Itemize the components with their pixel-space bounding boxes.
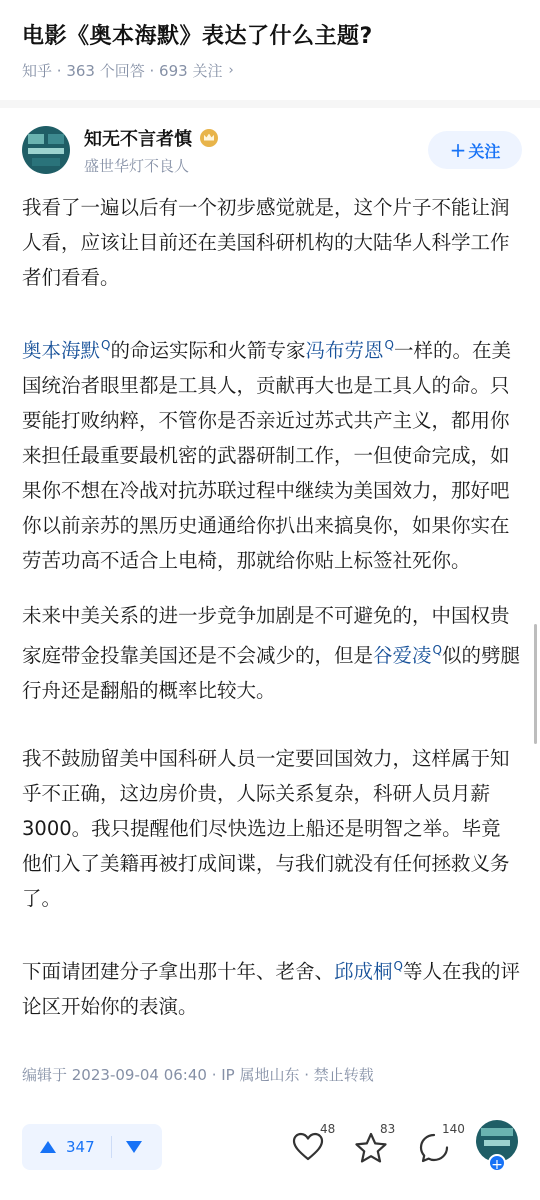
follower-count: 693 关注 xyxy=(159,62,223,80)
upvote-count: 347 xyxy=(66,1138,95,1156)
scrollbar[interactable] xyxy=(534,624,537,744)
upvote-button[interactable] xyxy=(22,1124,95,1170)
link-gu-ailing[interactable]: 谷爱凌 xyxy=(373,644,432,667)
downvote-button[interactable] xyxy=(112,1124,156,1170)
source-label: 知乎 xyxy=(22,62,53,80)
follow-button[interactable] xyxy=(428,131,522,169)
answer-count: 363 个回答 xyxy=(66,62,145,80)
chevron-right-icon: › xyxy=(228,63,234,78)
author-row xyxy=(22,122,522,178)
comment-bubble-icon xyxy=(418,1132,450,1164)
favorite-count: 83 xyxy=(380,1122,396,1136)
search-link-icon: Q xyxy=(393,959,403,973)
author-subtitle: 盛世华灯不良人 xyxy=(84,156,190,175)
paragraph-1: 我看了一遍以后有一个初步感觉就是，这个片子不能让润人看，应该让目前还在美国科研机构的大陆华人科学工作者们看看。 xyxy=(22,196,510,289)
comment-button[interactable] xyxy=(418,1122,468,1172)
section-divider xyxy=(0,100,540,108)
question-meta[interactable]: 知乎 · 363 个回答 · 693 关注 › xyxy=(22,61,234,80)
author-avatar[interactable] xyxy=(22,126,70,174)
link-oppenheimer[interactable]: 奥本海默 xyxy=(22,339,101,362)
answer-content xyxy=(22,190,520,1057)
paragraph-4: 我不鼓励留美中国科研人员一定要回国效力，这样属于知乎不正确，这边房价贵，人际关系复杂，科研人员月薪3000。我只提醒他们尽快选边上船还是明智之举。毕竟他们入了美籍再被打成间谍，与我们就没有任何拯救义务了。 xyxy=(22,747,510,910)
search-link-icon: Q xyxy=(384,338,394,352)
plus-icon: + xyxy=(449,138,467,162)
like-button[interactable] xyxy=(292,1122,342,1172)
downvote-arrow-icon xyxy=(126,1141,142,1153)
paragraph-2: 奥本海默$^Q$的命运实际和火箭专家冯布劳恩$^Q$一样的。在美国统治者眼里都是工具人，贡献再大也是工具人的命。只要能打败纳粹，不管你是否亲近过苏式共产主义，都用你来担任最重要最机密的武器研制工作，一但使命完成，如果你不想在冷战对抗苏联过程中继续为美国效力，那好吧你以前亲苏的黑历史通通给你扒出来搞臭你，如果你实在劳苦功高不适合上电椅，那就给你贴上标签社死你。 xyxy=(22,338,511,572)
follow-plus-icon[interactable]: + xyxy=(488,1154,506,1172)
crown-badge-icon xyxy=(200,129,218,147)
favorite-button[interactable] xyxy=(354,1122,404,1172)
author-info xyxy=(84,125,428,176)
question-title[interactable]: 电影《奥本海默》表达了什么主题? xyxy=(22,24,373,49)
star-icon xyxy=(354,1132,388,1164)
question-header xyxy=(0,0,540,96)
paragraph-3: 未来中美关系的进一步竞争加剧是不可避免的，中国权贵家庭带金投靠美国还是不会减少的，但是谷爱凌$^Q$似的劈腿行舟还是翻船的概率比较大。 xyxy=(22,604,520,702)
bottom-action-bar xyxy=(0,1110,540,1190)
follow-label: 关注 xyxy=(468,141,501,161)
search-link-icon: Q xyxy=(101,338,111,352)
search-link-icon: Q xyxy=(432,643,442,657)
heart-icon xyxy=(292,1132,324,1162)
paragraph-5: 下面请团建分子拿出那十年、老舍、邱成桐$^Q$等人在我的评论区开始你的表演。 xyxy=(22,959,520,1018)
link-yau-shing-tung[interactable]: 邱成桐 xyxy=(334,960,393,983)
upvote-arrow-icon xyxy=(40,1141,56,1153)
author-name[interactable]: 知无不言者慎 xyxy=(84,128,192,150)
like-count: 48 xyxy=(320,1122,336,1136)
comment-count: 140 xyxy=(442,1122,465,1136)
edit-info: 编辑于 2023-09-04 06:40 · IP 属地山东 · 禁止转载 xyxy=(22,1066,374,1084)
link-von-braun[interactable]: 冯布劳恩 xyxy=(305,339,384,362)
vote-box xyxy=(22,1124,162,1170)
